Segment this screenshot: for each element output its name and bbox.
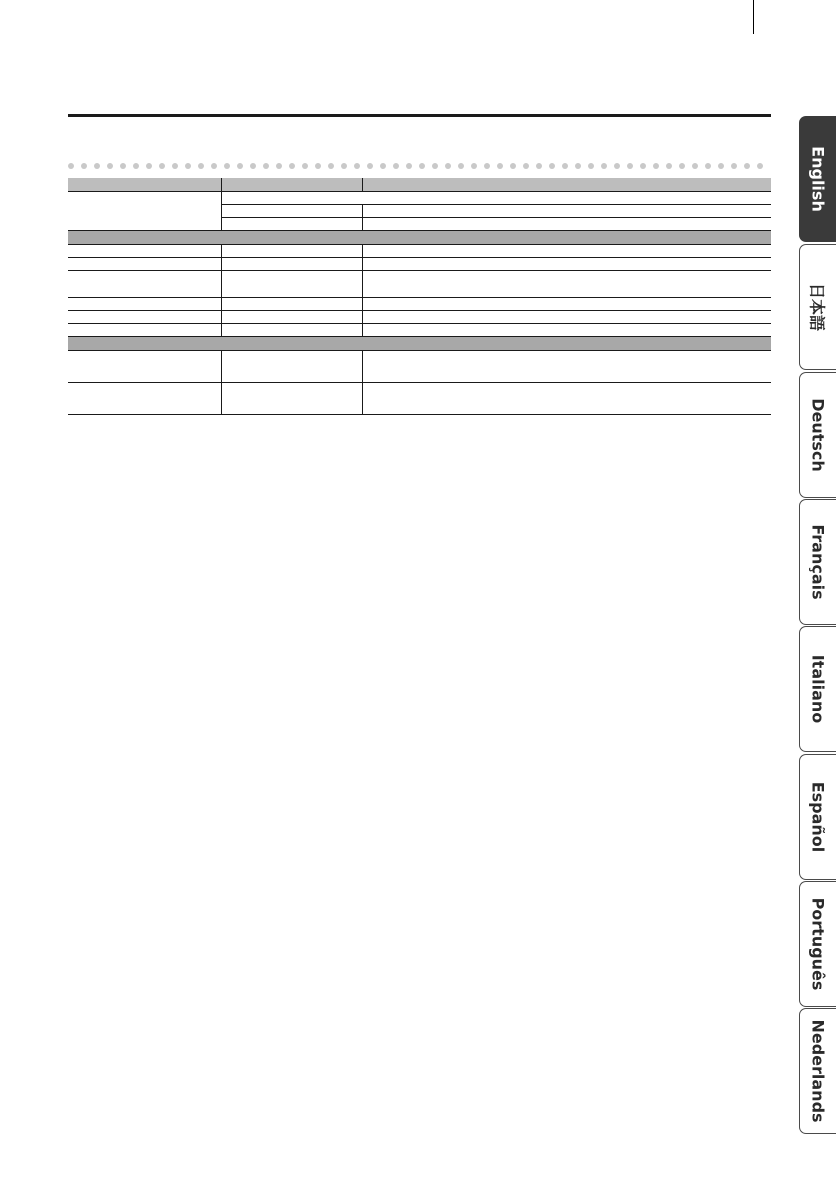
tab-label: Français (808, 524, 828, 600)
table-cell (221, 205, 362, 218)
separator-dot (705, 163, 711, 169)
separator-dot (328, 163, 334, 169)
separator-dot (341, 163, 347, 169)
table-row (68, 383, 771, 415)
table-cell (68, 324, 221, 337)
separator-dot (484, 163, 490, 169)
tab-label: Nederlands (808, 1019, 828, 1123)
tab-label: English (808, 146, 828, 212)
separator-dot (133, 163, 139, 169)
separator-dot (666, 163, 672, 169)
table-row (68, 324, 771, 337)
separator-dot (250, 163, 256, 169)
separator-dot (393, 163, 399, 169)
header-cell (221, 178, 362, 192)
separator-dot (419, 163, 425, 169)
table-cell (221, 298, 362, 311)
table-cell (221, 351, 362, 383)
separator-dot (653, 163, 659, 169)
separator-dot (679, 163, 685, 169)
table-cell (221, 258, 362, 271)
header-cell (68, 178, 221, 192)
table-row (68, 311, 771, 324)
table-cell (68, 271, 221, 298)
separator-dot (198, 163, 204, 169)
table-row (68, 258, 771, 271)
separator-dot (237, 163, 243, 169)
table-cell (68, 258, 221, 271)
separator-dot (510, 163, 516, 169)
section-header-cell (68, 231, 771, 245)
separator-dot (354, 163, 360, 169)
separator-dot (536, 163, 542, 169)
separator-dot (601, 163, 607, 169)
separator-dot (107, 163, 113, 169)
separator-dot (172, 163, 178, 169)
table-cell (362, 351, 771, 383)
separator-dot (94, 163, 100, 169)
table-cell (362, 311, 771, 324)
tab-italiano[interactable] (799, 626, 836, 752)
header-cell (362, 178, 771, 192)
separator-dot (263, 163, 269, 169)
separator-dot (185, 163, 191, 169)
separator-dot (367, 163, 373, 169)
table-cell (362, 298, 771, 311)
section-header-cell (68, 337, 771, 351)
separator-dot (458, 163, 464, 169)
separator-dot (744, 163, 750, 169)
tab-label: Italiano (808, 654, 828, 724)
tab-label: Español (808, 781, 828, 853)
table-cell (362, 245, 771, 258)
section-header-row (68, 337, 771, 351)
separator-dot (575, 163, 581, 169)
separator-dot (315, 163, 321, 169)
separator-dot (549, 163, 555, 169)
table-cell (362, 218, 771, 231)
separator-dot (523, 163, 529, 169)
separator-dot (120, 163, 126, 169)
separator-dot (68, 163, 74, 169)
dotted-separator (68, 163, 771, 169)
separator-dot (81, 163, 87, 169)
tab-english[interactable] (799, 116, 836, 242)
separator-dot (432, 163, 438, 169)
crop-mark (753, 0, 754, 34)
table-cell (221, 271, 362, 298)
tab-label: Português (808, 897, 828, 991)
table-cell (362, 258, 771, 271)
table-cell (362, 205, 771, 218)
table-cell (221, 245, 362, 258)
separator-dot (224, 163, 230, 169)
table-cell (68, 311, 221, 324)
separator-dot (159, 163, 165, 169)
table-cell (68, 245, 221, 258)
table-cell (362, 324, 771, 337)
table-cell (68, 383, 221, 415)
table-cell (68, 351, 221, 383)
separator-dot (718, 163, 724, 169)
table-row (68, 298, 771, 311)
table-cell (221, 218, 362, 231)
tab-japanese[interactable] (799, 244, 836, 370)
spec-table (68, 178, 771, 415)
separator-dot (627, 163, 633, 169)
separator-dot (146, 163, 152, 169)
separator-dot (757, 163, 763, 169)
separator-dot (614, 163, 620, 169)
separator-dot (406, 163, 412, 169)
table-cell (221, 192, 771, 205)
separator-dot (289, 163, 295, 169)
separator-dot (302, 163, 308, 169)
tab-francais[interactable] (799, 499, 836, 625)
separator-dot (445, 163, 451, 169)
tab-deutsch[interactable] (799, 372, 836, 498)
separator-dot (588, 163, 594, 169)
table-cell (221, 383, 362, 415)
table-cell (68, 192, 221, 231)
tab-nederlands[interactable] (799, 1008, 836, 1134)
heading-rule (68, 114, 771, 117)
table-cell (362, 271, 771, 298)
table-row (68, 351, 771, 383)
table-row (68, 271, 771, 298)
separator-dot (276, 163, 282, 169)
separator-dot (692, 163, 698, 169)
separator-dot (562, 163, 568, 169)
table-cell (362, 383, 771, 415)
tab-label: Deutsch (808, 398, 828, 472)
tab-portugues[interactable] (799, 881, 836, 1007)
separator-dot (211, 163, 217, 169)
separator-dot (731, 163, 737, 169)
table-row (68, 245, 771, 258)
tab-label: 日本語 (807, 282, 827, 332)
table-cell (68, 298, 221, 311)
table-cell (221, 311, 362, 324)
table-header-row (68, 178, 771, 192)
section-header-row (68, 231, 771, 245)
separator-dot (380, 163, 386, 169)
separator-dot (471, 163, 477, 169)
tab-espanol[interactable] (799, 754, 836, 880)
separator-dot (497, 163, 503, 169)
table-cell (221, 324, 362, 337)
table-row (68, 192, 771, 205)
separator-dot (640, 163, 646, 169)
